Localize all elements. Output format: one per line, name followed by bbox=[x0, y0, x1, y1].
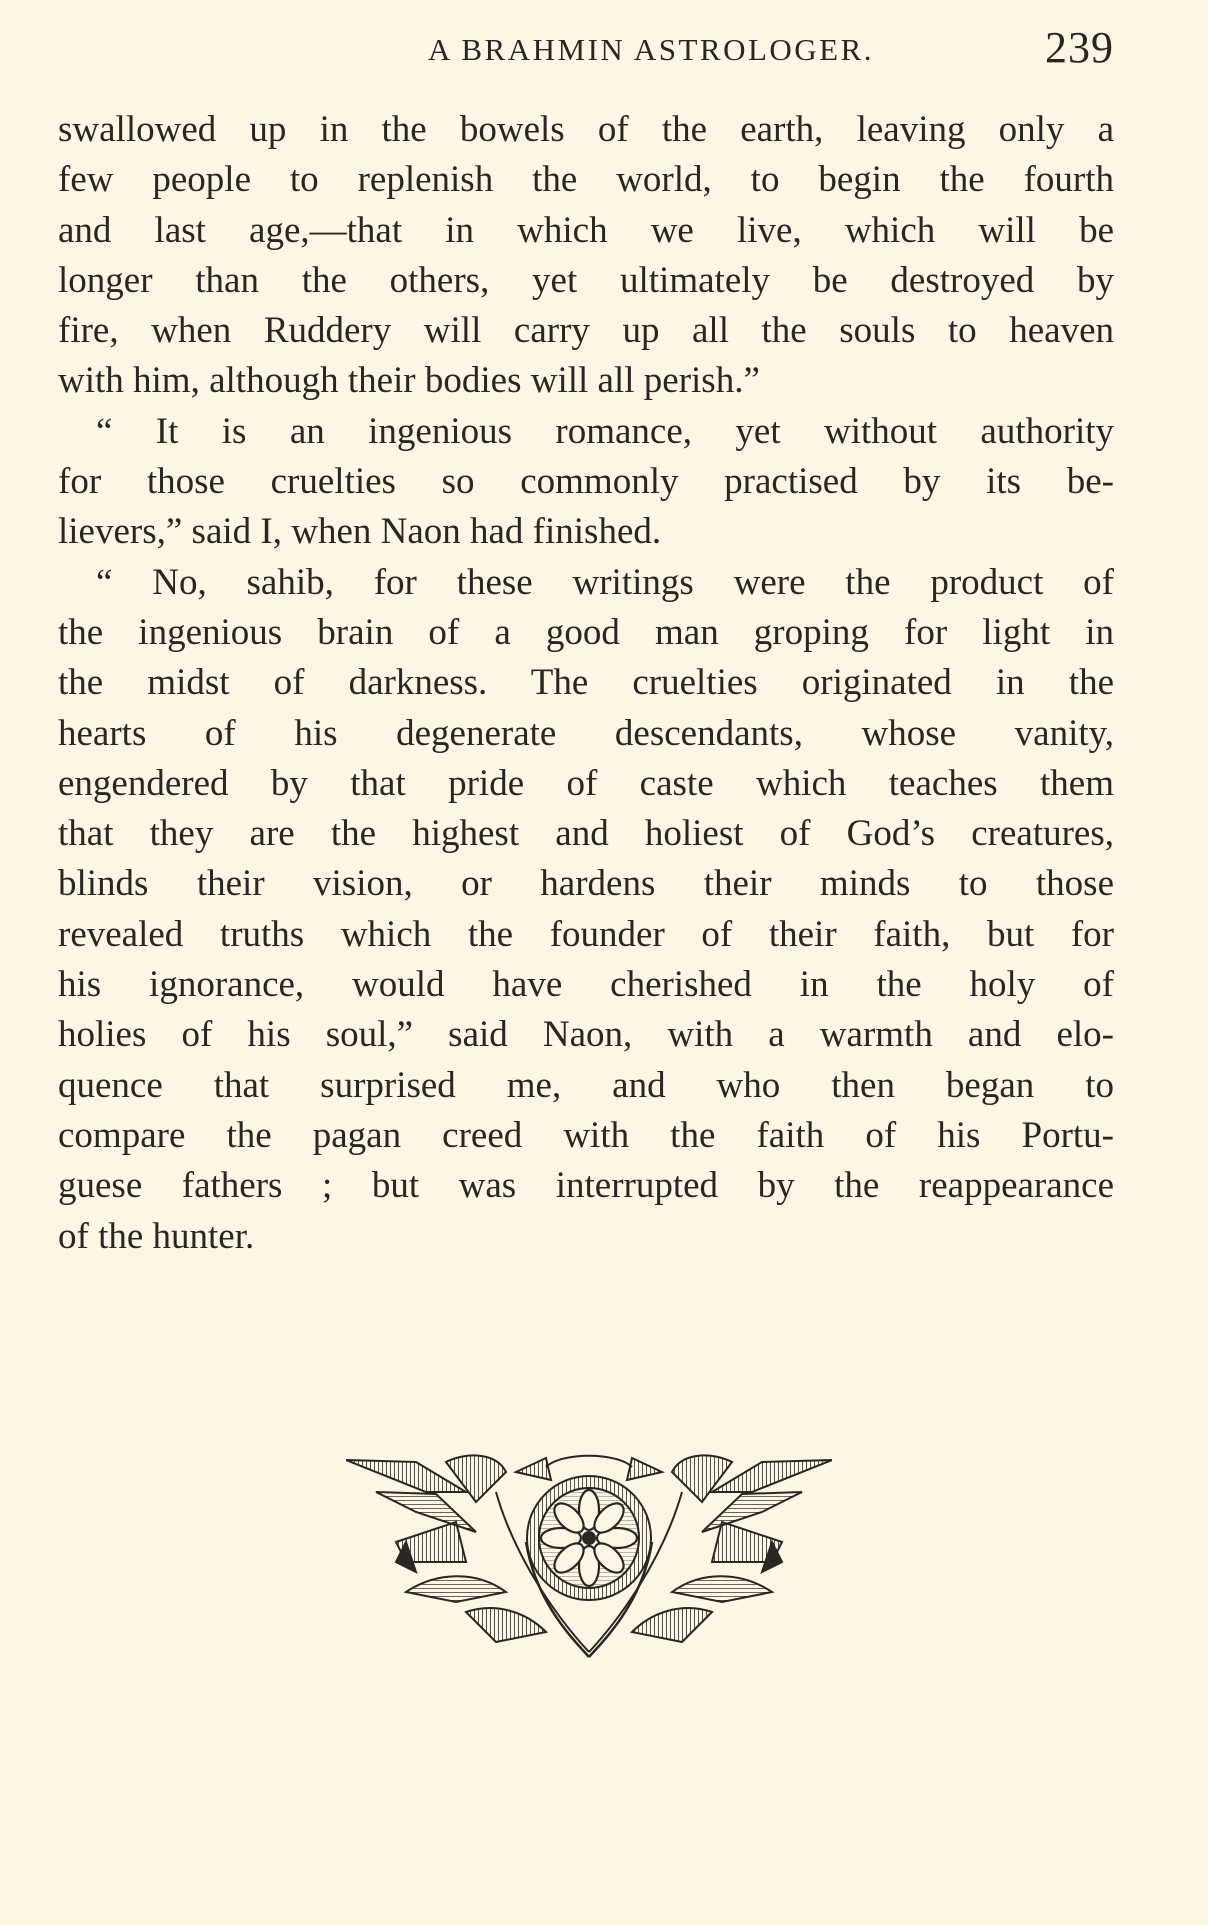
text-line: swallowed up in the bowels of the earth, leaving only a bbox=[58, 109, 1114, 150]
text-line: the ingenious brain of a good man groping for light in bbox=[58, 611, 1114, 653]
text-line: blinds their vision, or hardens their minds to those bbox=[58, 863, 1114, 905]
text-line: “ It is an ingenious romance, yet without authority bbox=[96, 410, 1114, 452]
text-line: fire, when Ruddery will carry up all the souls to heaven bbox=[58, 310, 1114, 352]
text-line: compare the pagan creed with the faith of his Portu- bbox=[58, 1114, 1114, 1156]
text-line: “ No, sahib, for these writings were the product of bbox=[96, 561, 1114, 603]
text-line: his ignorance, would have cherished in the holy of bbox=[58, 964, 1114, 1006]
text-line: revealed truths which the founder of their faith, but for bbox=[58, 913, 1114, 955]
page-number: 239 bbox=[1045, 23, 1114, 72]
floral-tailpiece-ornament bbox=[346, 1452, 832, 1662]
text-line: quence that surprised me, and who then began to bbox=[58, 1064, 1114, 1106]
text-line: few people to replenish the world, to begin the fourth bbox=[58, 159, 1114, 201]
text-line: holies of his soul,” said Naon, with a warmth and elo- bbox=[58, 1014, 1114, 1056]
text-line: lievers,” said I, when Naon had finished. bbox=[58, 511, 662, 553]
running-title: A BRAHMIN ASTROLOGER. bbox=[427, 32, 875, 67]
text-line: for those cruelties so commonly practised by its be- bbox=[58, 461, 1114, 503]
running-head bbox=[58, 22, 1114, 78]
text-line: hearts of his degenerate descendants, whose vanity, bbox=[58, 712, 1114, 754]
text-line: longer than the others, yet ultimately be destroyed by bbox=[58, 259, 1114, 301]
body-text bbox=[58, 105, 1114, 1262]
text-line: of the hunter. bbox=[58, 1215, 255, 1257]
text-line: engendered by that pride of caste which teaches them bbox=[58, 762, 1114, 804]
text-line: the midst of darkness. The cruelties originated in the bbox=[58, 662, 1114, 704]
text-line: guese fathers ; but was interrupted by the reappearance bbox=[58, 1165, 1114, 1207]
text-line: with him, although their bodies will all perish.” bbox=[58, 360, 760, 402]
text-line: that they are the highest and holiest of God’s creatures, bbox=[58, 813, 1114, 855]
text-line: and last age,—that in which we live, which will be bbox=[58, 209, 1114, 251]
